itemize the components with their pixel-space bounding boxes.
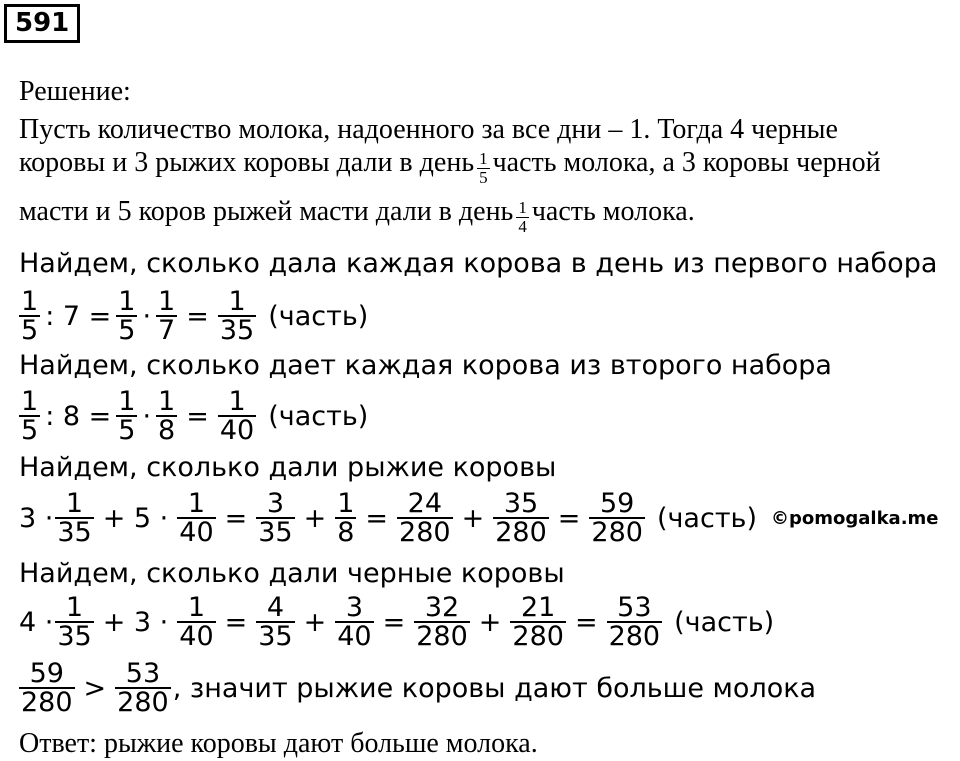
coefficient: 4 · [19,606,54,638]
fraction: $\frac{1}{35}$ [57,592,92,652]
operator: + [303,606,327,638]
operator: = [186,400,209,432]
fraction: $\frac{1}{40}$ [179,488,214,548]
fraction: $\frac{1}{5}$ [479,149,488,187]
fraction: $\frac{1}{40}$ [179,592,214,652]
fraction: $\frac{1}{5}$ [21,286,39,346]
coefficient: 3 · [19,502,54,534]
fraction: $\frac{1}{8}$ [337,488,355,548]
fraction: $\frac{1}{35}$ [57,488,92,548]
comparison [17,660,816,716]
operator: = [574,606,598,638]
step4-text: Найдем, сколько дали черные коровы [19,558,565,589]
fraction: $\frac{1}{5}$ [118,286,136,346]
fraction: $\frac{1}{8}$ [158,386,176,446]
intro-line-1: Пусть количество молока, надоенного за все дни – 1. Тогда 4 черные [19,114,838,145]
unit-note: (часть) [268,400,369,432]
operator: > [83,672,107,704]
fraction: $\frac{24}{280}$ [399,488,451,548]
fraction: $\frac{53}{280}$ [608,592,661,652]
intro-line-3-text: масти и 5 коров рыжей масти дали в день [19,195,514,227]
step3-equation [19,490,939,546]
fraction: $\frac{35}{280}$ [495,488,547,548]
unit-note: (часть) [656,502,757,534]
step2-text: Найдем, сколько дает каждая корова из второго набора [19,350,832,381]
operator: = [382,606,406,638]
operator: : 7 = [45,300,112,332]
unit-note: (часть) [674,606,775,638]
fraction: $\frac{59}{280}$ [21,658,73,718]
operator: : 8 = [45,400,112,432]
fraction: $\frac{1}{35}$ [219,286,255,346]
operator: = [365,502,389,534]
solution-heading: Решение: [19,76,131,107]
watermark: ©pomogalka.me [771,507,939,529]
operator: = [224,606,248,638]
fraction: $\frac{1}{7}$ [158,286,176,346]
fraction: $\frac{3}{35}$ [258,488,293,548]
operator: + [478,606,502,638]
step4-equation [19,594,774,650]
intro-line-3 [19,193,695,236]
fraction: $\frac{1}{5}$ [118,386,136,446]
operator: + [303,502,327,534]
step3-text: Найдем, сколько дали рыжие коровы [19,452,557,483]
operator: · [142,300,152,332]
fraction: $\frac{53}{280}$ [117,658,169,718]
answer: Ответ: рыжие коровы дают больше молока. [19,728,538,759]
operator: + [461,502,485,534]
coefficient: + 5 · [102,502,169,534]
coefficient: + 3 · [102,606,169,638]
step2-equation [17,388,368,444]
fraction: $\frac{59}{280}$ [591,488,643,548]
fraction: $\frac{1}{5}$ [21,386,39,446]
intro-line-2 [19,144,881,187]
unit-note: (часть) [268,300,369,332]
problem-number: 591 [4,4,80,43]
intro-line-3-text: часть молока. [531,195,695,227]
fraction: $\frac{21}{280}$ [512,592,564,652]
operator: = [557,502,581,534]
intro-line-2-text: коровы и 3 рыжих коровы дали в день [19,146,475,178]
fraction: $\frac{3}{40}$ [337,592,372,652]
fraction: $\frac{1}{4}$ [518,198,527,236]
step1-equation [17,288,368,344]
fraction: $\frac{4}{35}$ [258,592,293,652]
operator: · [142,400,152,432]
intro-line-2-text: часть молока, а 3 коровы черной [492,146,881,178]
fraction: $\frac{32}{280}$ [416,592,468,652]
step1-text: Найдем, сколько дала каждая корова в день из первого набора [19,248,938,279]
fraction: $\frac{1}{40}$ [219,386,255,446]
operator: = [186,300,209,332]
comparison-text: , значит рыжие коровы дают больше молока [172,672,817,704]
operator: = [224,502,248,534]
